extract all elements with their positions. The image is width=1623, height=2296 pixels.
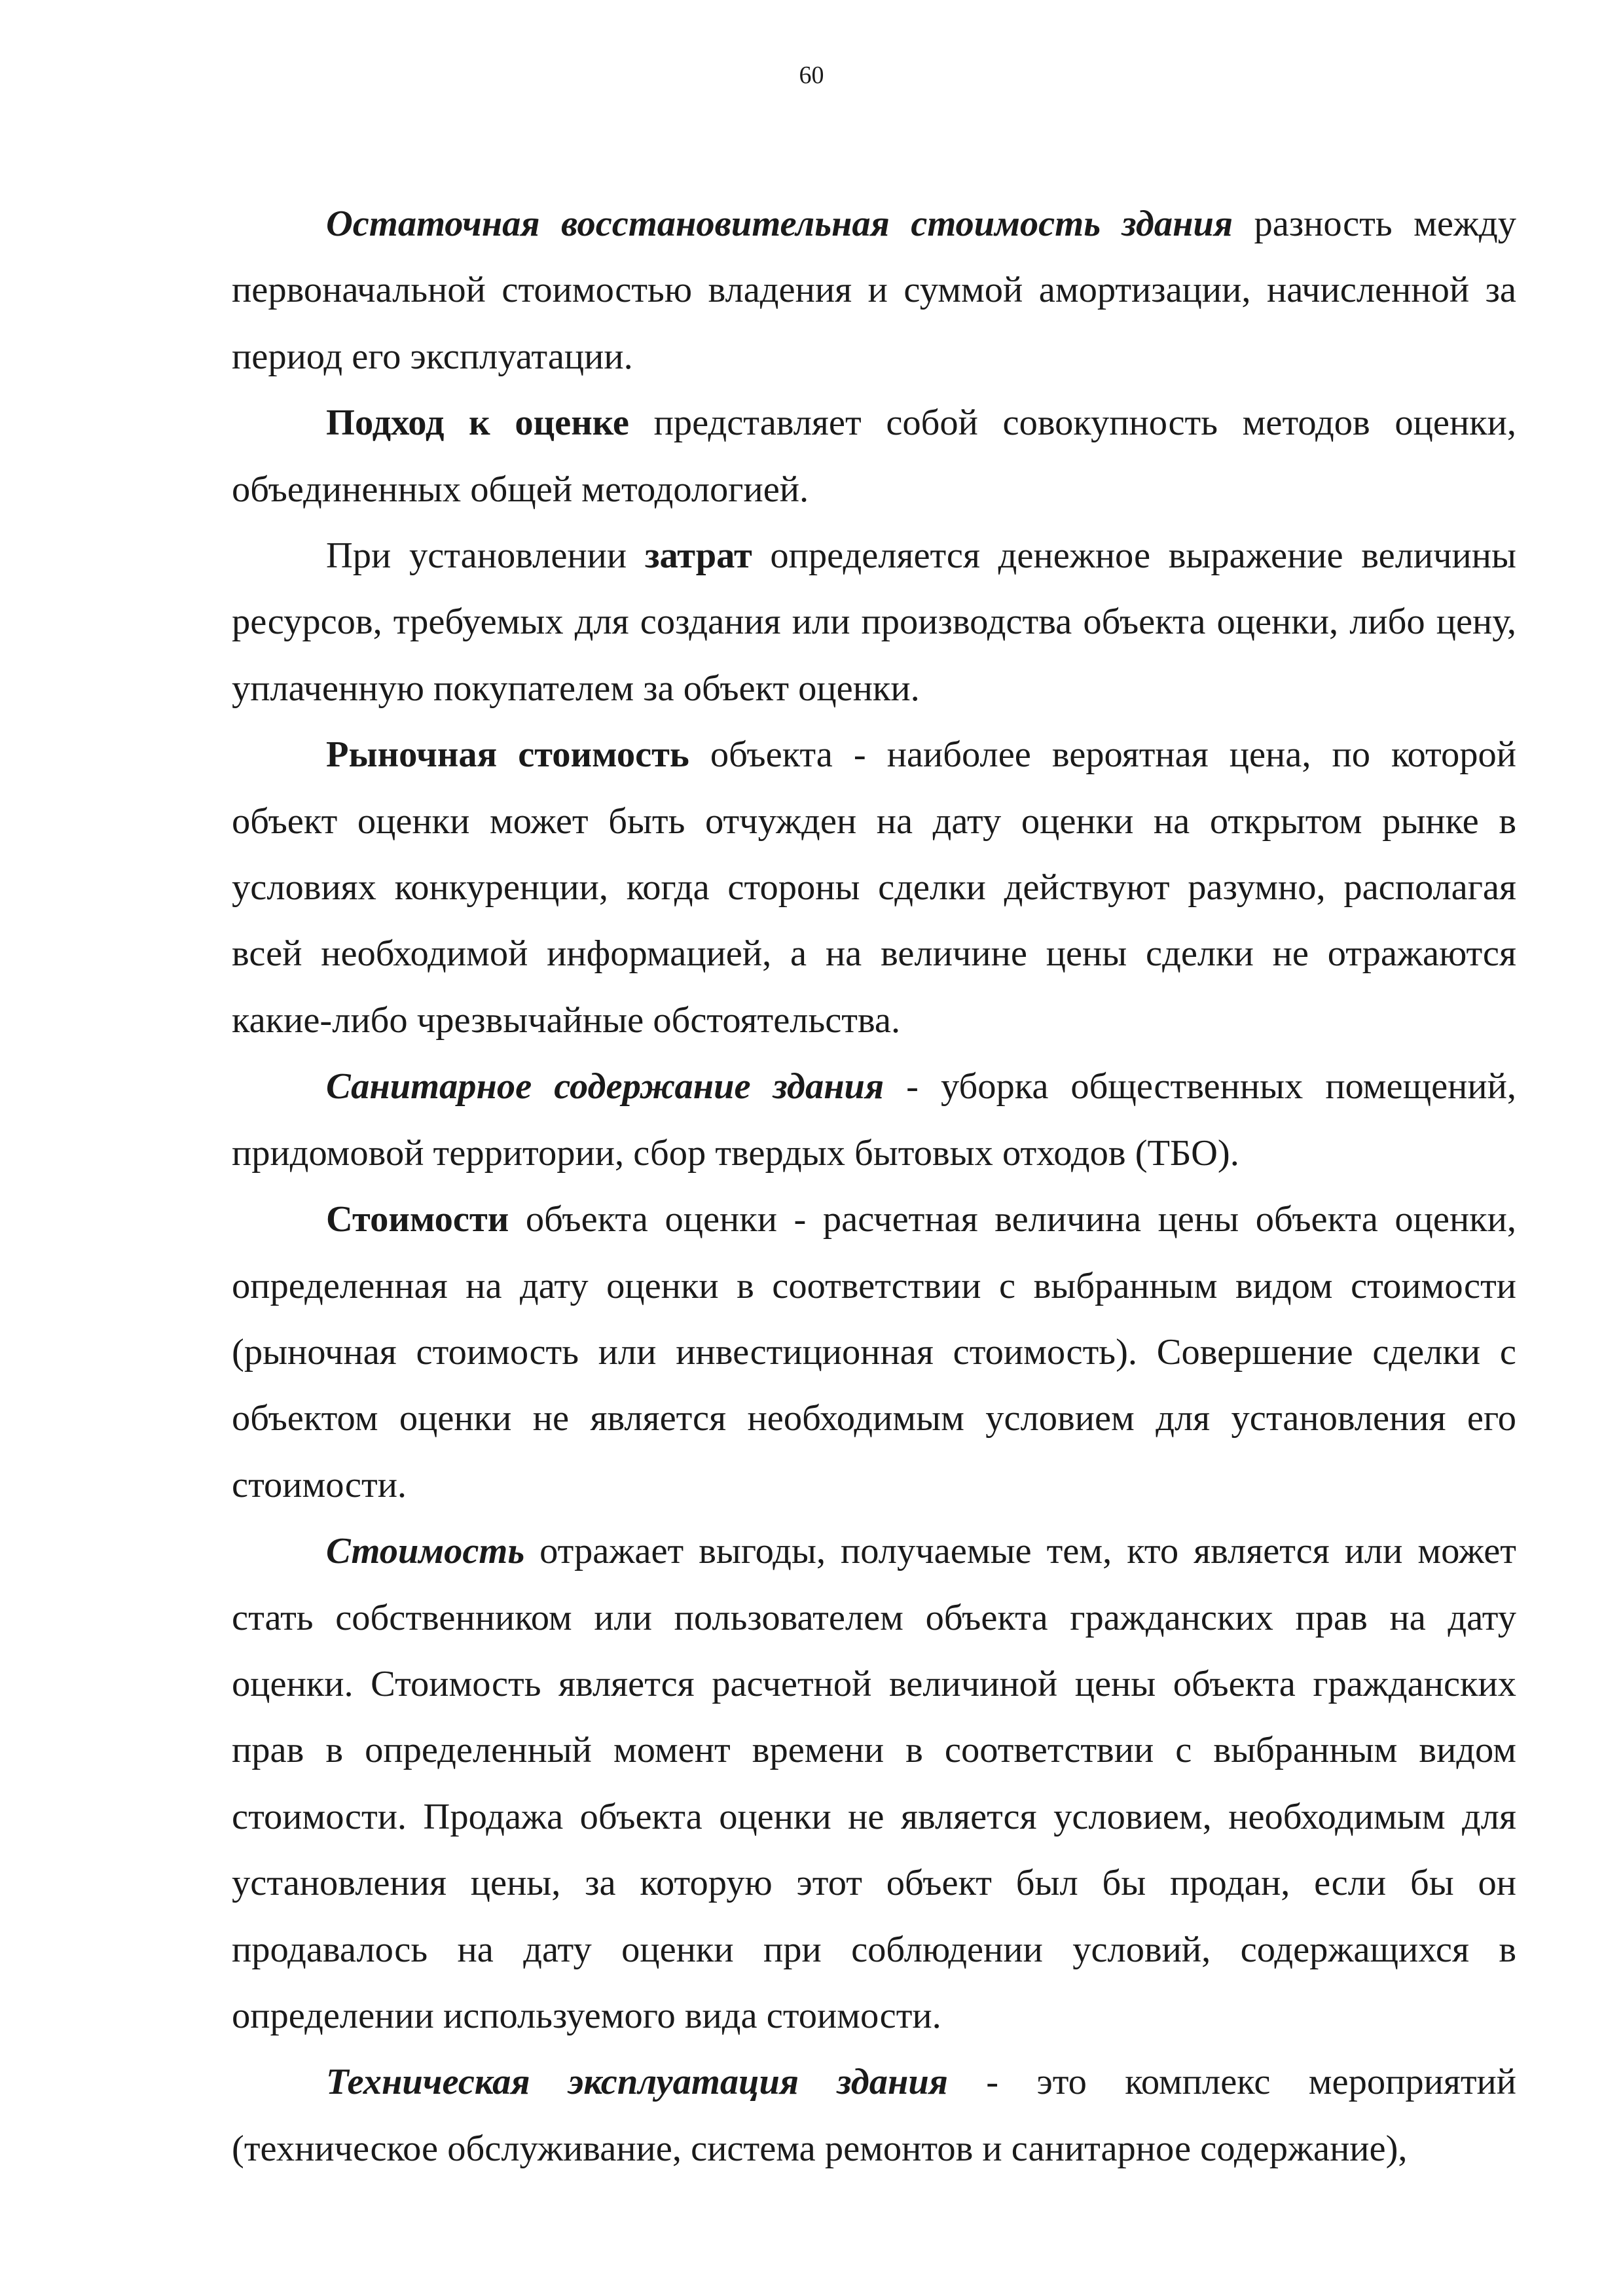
term-residual-replacement-value: Остаточная восстановительная стоимость здания bbox=[326, 204, 1233, 244]
paragraph-text: разность между первоначальной стоимостью владения и суммой амортизации, начисленной за период его эксплуатации. bbox=[232, 204, 1516, 377]
term-costs: затрат bbox=[644, 535, 752, 577]
paragraph-text: отражает выгоды, получаемые тем, кто является или может стать собственником или пользователем объекта гражданских прав на дату оценки. Стоимость является расчетной величиной цены объекта гражданских прав в определенный момент времени в соответствии с выбранным видом стоимости. Продажа объекта оценки не является условием, необходимым для установления цены, за которую этот объект был бы продан, если бы он продавалось на дату оценки при соблюдении условий, содержащихся в определении используемого вида стоимости. bbox=[232, 1531, 1516, 2036]
paragraph-value bbox=[232, 1518, 1516, 2049]
document-body bbox=[232, 191, 1516, 2182]
page-number: 60 bbox=[799, 62, 824, 89]
paragraph-technical-operation bbox=[232, 2049, 1516, 2182]
paragraph-costs bbox=[232, 523, 1516, 722]
term-market-value: Рыночная стоимость bbox=[326, 734, 689, 776]
paragraph-text: представляет собой совокупность методов оценки, объединенных общей методологией. bbox=[232, 403, 1516, 510]
paragraph-residual-replacement-value bbox=[232, 191, 1516, 390]
paragraph-text: - это комплекс мероприятий (техническое обслуживание, система ремонтов и санитарное содержание), bbox=[232, 2062, 1516, 2169]
paragraph-text: определяется денежное выражение величины ресурсов, требуемых для создания или производства объекта оценки, либо цену, уплаченную покупателем за объект оценки. bbox=[232, 535, 1516, 709]
term-valuation-approach: Подход к оценке bbox=[326, 403, 629, 444]
paragraph-market-value bbox=[232, 722, 1516, 1054]
paragraph-lead-text: При установлении bbox=[326, 535, 645, 577]
paragraph-valuation-approach bbox=[232, 390, 1516, 523]
paragraph-text: объекта оценки - расчетная величина цены объекта оценки, определенная на дату оценки в соответствии с выбранным видом стоимости (рыночная стоимость или инвестиционная стоимость). Совершение сделки с объектом оценки не является необходимым условием для установления его стоимости. bbox=[232, 1199, 1516, 1505]
term-object-value: Стоимости bbox=[326, 1199, 509, 1240]
term-value: Стоимость bbox=[326, 1531, 525, 1572]
paragraph-object-value bbox=[232, 1187, 1516, 1518]
paragraph-text: объекта - наиболее вероятная цена, по которой объект оценки может быть отчужден на дату оценки на открытом рынке в условиях конкуренции, когда стороны сделки действуют разумно, располагая всей необходимой информацией, а на величине цены сделки не отражаются какие-либо чрезвычайные обстоятельства. bbox=[232, 734, 1516, 1041]
paragraph-sanitary-maintenance bbox=[232, 1054, 1516, 1187]
term-sanitary-maintenance: Санитарное содержание здания bbox=[326, 1066, 884, 1107]
paragraph-text: - уборка общественных помещений, придомовой территории, сбор твердых бытовых отходов (ТБО). bbox=[232, 1066, 1516, 1174]
term-technical-operation: Техническая эксплуатация здания bbox=[326, 2062, 948, 2103]
